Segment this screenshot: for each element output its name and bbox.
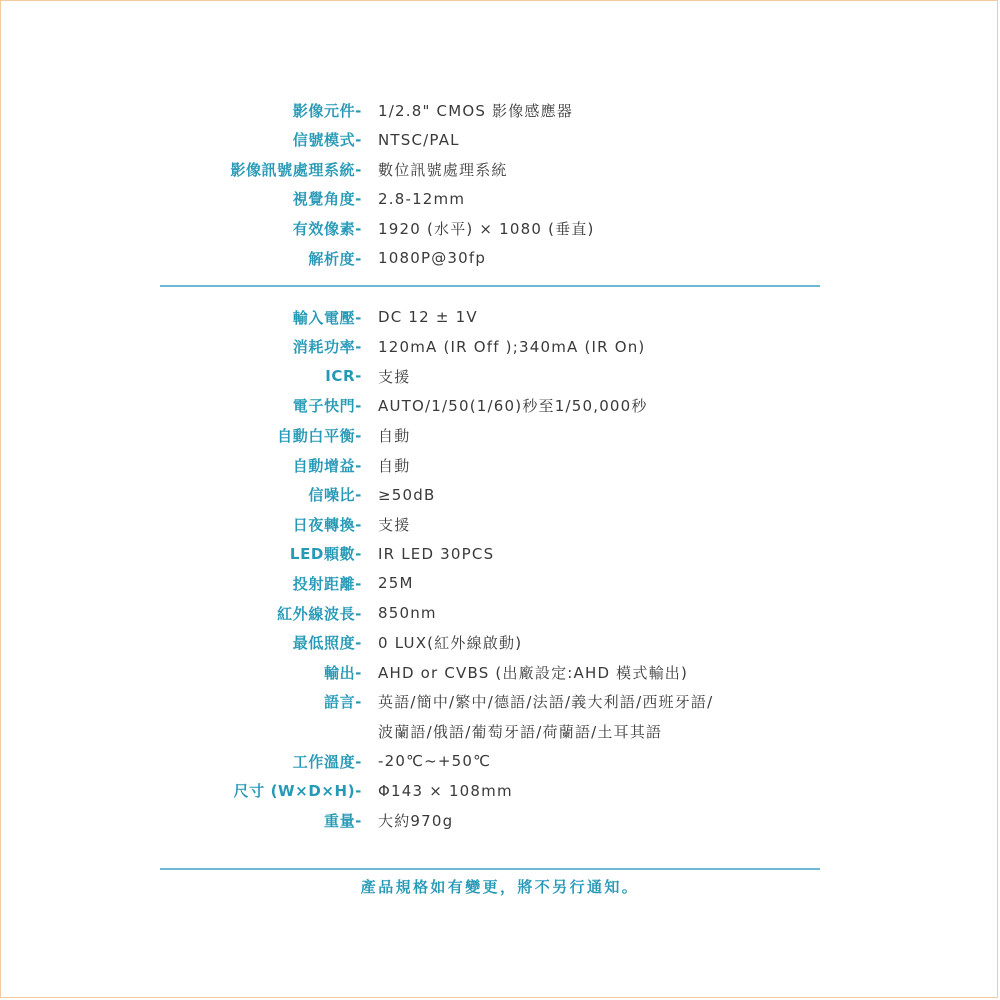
spec-label: 紅外線波長- <box>277 604 362 623</box>
spec-row <box>0 154 1000 184</box>
spec-row <box>0 628 1000 658</box>
spec-value: 120mA (IR Off );340mA (IR On) <box>378 337 646 356</box>
spec-row <box>0 568 1000 598</box>
spec-value: -20℃~+50℃ <box>378 752 492 770</box>
spec-value: 支援 <box>378 367 411 386</box>
spec-value: 支援 <box>378 515 411 534</box>
spec-row <box>0 598 1000 628</box>
spec-value: 1920 (水平) × 1080 (垂直) <box>378 219 595 238</box>
spec-label: 影像訊號處理系統- <box>230 160 362 179</box>
spec-row <box>0 480 1000 510</box>
spec-value: 自動 <box>378 456 411 475</box>
spec-label: 語言- <box>323 693 362 712</box>
spec-row <box>0 539 1000 569</box>
spec-value: AHD or CVBS (出廠設定:AHD 模式輸出) <box>378 663 689 682</box>
spec-row <box>0 716 1000 746</box>
spec-value: 英語/簡中/繁中/德語/法語/義大利語/西班牙語/ <box>378 693 714 712</box>
spec-value: Φ143 × 108mm <box>378 781 513 800</box>
spec-row <box>0 95 1000 125</box>
spec-row <box>0 657 1000 687</box>
spec-row <box>0 243 1000 273</box>
spec-row <box>0 746 1000 776</box>
spec-value: AUTO/1/50(1/60)秒至1/50,000秒 <box>378 397 648 416</box>
spec-change-notice: 產品規格如有變更，將不另行通知。 <box>360 878 640 896</box>
spec-row <box>0 184 1000 214</box>
spec-label: 影像元件- <box>292 101 362 120</box>
spec-value: 850nm <box>378 604 437 622</box>
spec-label: 重量- <box>323 811 362 830</box>
spec-label: 自動增益- <box>292 456 362 475</box>
spec-label: 信號模式- <box>292 131 362 150</box>
spec-row <box>0 687 1000 717</box>
spec-label: 最低照度- <box>292 634 362 653</box>
spec-value: 數位訊號處理系統 <box>378 160 508 179</box>
spec-label: 輸出- <box>323 663 362 682</box>
spec-row <box>0 805 1000 835</box>
spec-label: ICR- <box>325 367 362 386</box>
spec-value: 大約970g <box>378 811 454 830</box>
spec-label: 信噪比- <box>308 486 362 505</box>
spec-row <box>0 509 1000 539</box>
spec-value: 2.8-12mm <box>378 189 466 208</box>
spec-label: 電子快門- <box>292 397 362 416</box>
spec-label: 日夜轉換- <box>292 515 362 534</box>
spec-value: 1/2.8" CMOS 影像感應器 <box>378 101 574 120</box>
spec-label: 投射距離- <box>292 574 362 593</box>
spec-value: 25M <box>378 574 414 593</box>
spec-value: DC 12 ± 1V <box>378 308 478 326</box>
spec-row <box>0 361 1000 391</box>
spec-value: 1080P@30fp <box>378 249 487 267</box>
spec-value: 自動 <box>378 426 411 445</box>
spec-label: 視覺角度- <box>292 190 362 209</box>
section-divider-top <box>160 285 820 287</box>
spec-row <box>0 125 1000 155</box>
spec-value: NTSC/PAL <box>378 130 460 149</box>
spec-row <box>0 213 1000 243</box>
spec-value: ≥50dB <box>378 485 436 504</box>
spec-label: 工作溫度- <box>292 752 362 771</box>
spec-label: 尺寸 (W×D×H)- <box>233 782 362 801</box>
spec-row <box>0 450 1000 480</box>
spec-value: 0 LUX(紅外線啟動) <box>378 634 523 653</box>
spec-label: 自動白平衡- <box>277 426 362 445</box>
spec-label: 有效像素- <box>292 219 362 238</box>
section-divider-bottom <box>160 868 820 870</box>
spec-value: 波蘭語/俄語/葡萄牙語/荷蘭語/土耳其語 <box>378 722 663 741</box>
spec-row <box>0 391 1000 421</box>
spec-label: 消耗功率- <box>292 338 362 357</box>
spec-row <box>0 332 1000 362</box>
spec-row <box>0 776 1000 806</box>
spec-label: LED顆數- <box>289 545 362 564</box>
spec-row <box>0 420 1000 450</box>
spec-row <box>0 302 1000 332</box>
spec-value: IR LED 30PCS <box>378 544 495 563</box>
spec-label: 解析度- <box>308 249 362 268</box>
spec-label: 輸入電壓- <box>292 308 362 327</box>
